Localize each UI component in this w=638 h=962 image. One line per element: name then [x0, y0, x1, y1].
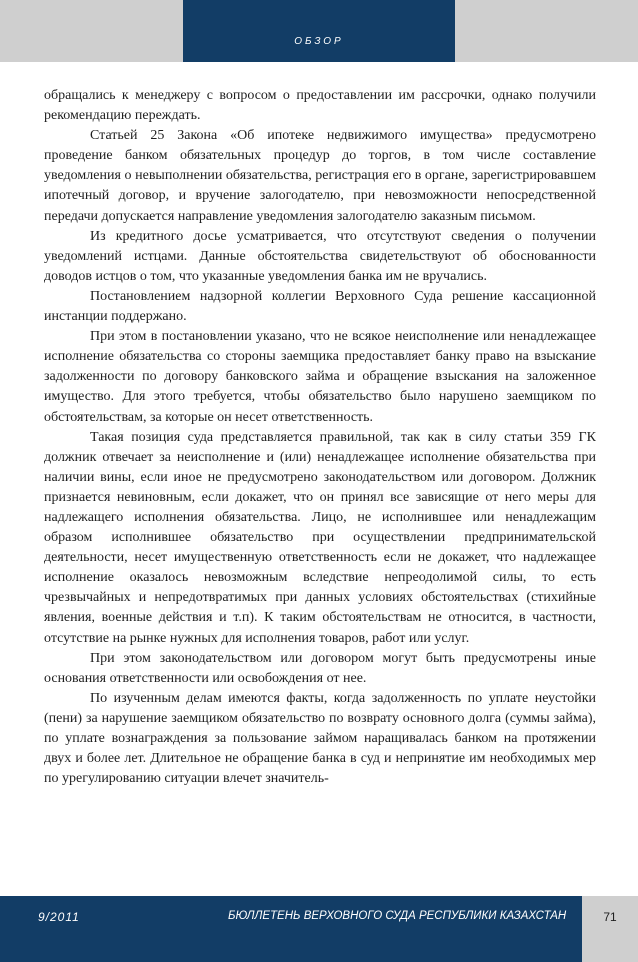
footer-blue-band: [0, 896, 582, 962]
header-left-band: [0, 0, 183, 62]
paragraph-5: При этом в постановлении указано, что не всякое неисполнение или ненадлежащее исполнение обязательства со стороны заемщика предоставляет банку право на взыскание задолженности по договору банковского займа и обращение взыскания на заложенное имущество. Для этого требуется, чтобы обязательство было нарушено заемщиком по обстоятельствам, за которые он несет ответственность.: [44, 329, 596, 425]
paragraph-3: Из кредитного досье усматривается, что отсутствуют сведения о получении уведомлений истцами. Данные обстоятельства свидетельствуют об обоснованности доводов истцов о том, что указанные уведомления банка им не вручались.: [44, 228, 596, 284]
paragraph-1: обращались к менеджеру с вопросом о предоставлении им рассрочки, однако получили рекомендацию переждать.: [44, 88, 596, 124]
page-footer: [0, 896, 638, 962]
article-body: [44, 86, 596, 789]
paragraph-2: Статьей 25 Закона «Об ипотеке недвижимого имущества» предусмотрено проведение банком обязательных процедур до торгов, в том числе составление уведомления о невыполнении обязательства, регистрация его в органе, зарегистрировавшем ипотечный договор, и вручение залогодателю, при невозможности непосредственной передачи допускается направление уведомления залогодателю заказным письмом.: [44, 128, 596, 224]
paragraph-8: По изученным делам имеются факты, когда задолженность по уплате неустойки (пени) за нарушение заемщиком обязательство по возврату основного долга (суммы займа), по уплате вознаграждения за пользование займом наращивалась банком на протяжении двух и более лет. Длительное не обращение банка в суд и непринятие им необходимых мер по урегулированию ситуации влечет значитель-: [44, 690, 596, 787]
footer-gray-band: [582, 896, 638, 962]
header-center-band: [183, 0, 455, 62]
section-title: ОБЗОР: [294, 36, 344, 47]
paragraph-4: Постановлением надзорной коллегии Верховного Суда решение кассационной инстанции поддержано.: [44, 288, 596, 325]
publication-title: БЮЛЛЕТЕНЬ ВЕРХОВНОГО СУДА РЕСПУБЛИКИ КАЗАХСТАН: [228, 910, 567, 922]
header-right-band: [455, 0, 638, 62]
paragraph-6: Такая позиция суда представляется правильной, так как в силу статьи 359 ГК должник отвечает за неисполнение и (или) ненадлежащее исполнение обязательства при наличии вины, если иное не предусмотрено законодательством или договором. Должник признается невиновным, если докажет, что он принял все зависящие от него меры для надлежащего исполнения обязательства. Лицо, не исполнившее или ненадлежащим образом исполнившее обязательство при осуществлении предпринимательской деятельности, несет имущественную ответственность если не докажет, что надлежащее исполнение оказалось невозможным вследствие непреодолимой силы, то есть чрезвычайных и непредотвратимых при данных условиях обстоятельствах (стихийные явления, военные действия и т.п). К таким обстоятельствам не относится, в частности, отсутствие на рынке нужных для исполнения товаров, работ или услуг.: [44, 429, 596, 646]
paragraph-7: При этом законодательством или договором могут быть предусмотрены иные основания ответственности или освобождения от нее.: [44, 650, 596, 686]
page-number: 71: [603, 910, 617, 924]
issue-number: 9/2011: [38, 910, 80, 924]
